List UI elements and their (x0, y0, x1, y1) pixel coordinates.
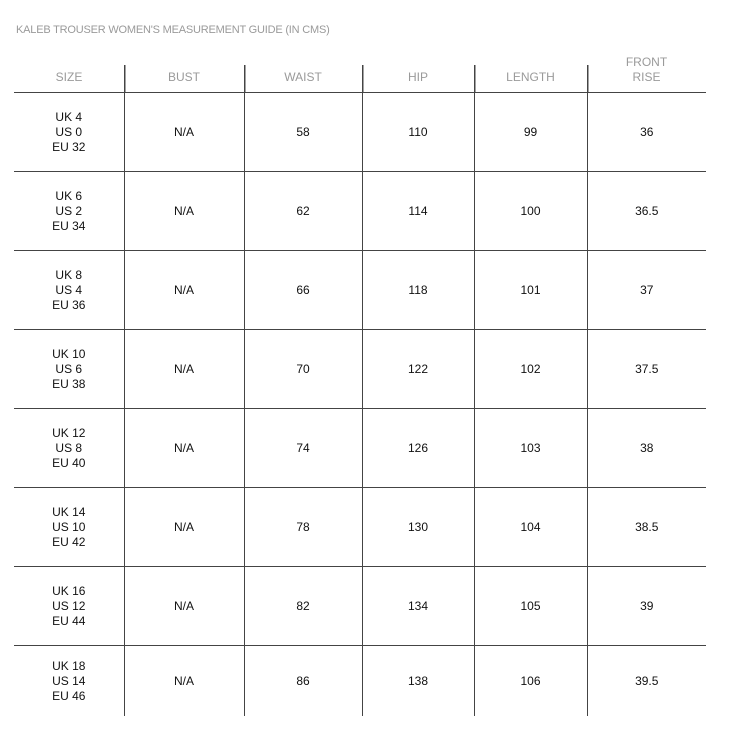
size-label: US 0 (55, 124, 83, 139)
front-rise-cell: 38 (587, 409, 706, 488)
size-cell (14, 172, 124, 251)
waist-cell: 70 (244, 330, 362, 409)
size-label: US 10 (52, 519, 86, 534)
size-label: US 14 (52, 673, 86, 688)
size-label: EU 36 (52, 297, 86, 312)
length-cell: 105 (474, 567, 587, 646)
hip-cell: 130 (362, 488, 474, 567)
hip-cell: 138 (362, 646, 474, 717)
size-label: US 6 (55, 361, 83, 376)
size-label: US 8 (55, 440, 83, 455)
hip-cell: 134 (362, 567, 474, 646)
header-hip (362, 45, 474, 93)
measurement-table (14, 45, 706, 716)
header-bust (124, 45, 244, 93)
waist-cell: 86 (244, 646, 362, 717)
size-label: EU 44 (52, 613, 86, 628)
front-rise-cell: 37 (587, 251, 706, 330)
table-row (14, 488, 706, 567)
size-label: EU 42 (52, 534, 86, 549)
size-cell (14, 567, 124, 646)
size-label: UK 8 (55, 267, 83, 282)
length-cell: 103 (474, 409, 587, 488)
bust-cell: N/A (124, 567, 244, 646)
size-label: UK 14 (52, 504, 86, 519)
size-cell (14, 646, 124, 717)
hip-cell: 126 (362, 409, 474, 488)
hip-cell: 118 (362, 251, 474, 330)
size-label: UK 18 (52, 658, 86, 673)
length-cell: 104 (474, 488, 587, 567)
header-front-rise (587, 45, 706, 93)
size-label: EU 40 (52, 455, 86, 470)
bust-cell: N/A (124, 330, 244, 409)
header-label: SIZE (55, 70, 83, 84)
page-title: KALEB TROUSER WOMEN'S MEASUREMENT GUIDE (IN CMS) (16, 24, 330, 36)
bust-cell: N/A (124, 251, 244, 330)
size-cell (14, 330, 124, 409)
size-label: EU 38 (52, 376, 86, 391)
waist-cell: 58 (244, 93, 362, 172)
front-rise-cell: 37.5 (587, 330, 706, 409)
bust-cell: N/A (124, 172, 244, 251)
size-cell (14, 409, 124, 488)
table-body (14, 93, 706, 717)
header-length (474, 45, 587, 93)
size-label: EU 32 (52, 139, 86, 154)
size-label: UK 10 (52, 346, 86, 361)
waist-cell: 74 (244, 409, 362, 488)
header-label: LENGTH (506, 70, 555, 84)
header-label: BUST (167, 70, 200, 84)
bust-cell: N/A (124, 93, 244, 172)
length-cell: 102 (474, 330, 587, 409)
size-label: US 2 (55, 203, 83, 218)
header-label: FRONT (625, 55, 668, 69)
length-cell: 101 (474, 251, 587, 330)
front-rise-cell: 39 (587, 567, 706, 646)
size-label: UK 4 (55, 109, 83, 124)
hip-cell: 110 (362, 93, 474, 172)
table-row (14, 646, 706, 717)
size-label: UK 12 (52, 425, 86, 440)
length-cell: 100 (474, 172, 587, 251)
size-cell (14, 488, 124, 567)
hip-cell: 122 (362, 330, 474, 409)
table-row (14, 172, 706, 251)
table-row (14, 251, 706, 330)
bust-cell: N/A (124, 646, 244, 717)
size-label: UK 16 (52, 583, 86, 598)
size-label: US 4 (55, 282, 83, 297)
size-label: EU 34 (52, 218, 86, 233)
table-row (14, 330, 706, 409)
table-row (14, 93, 706, 172)
waist-cell: 66 (244, 251, 362, 330)
length-cell: 99 (474, 93, 587, 172)
bust-cell: N/A (124, 409, 244, 488)
front-rise-cell: 36.5 (587, 172, 706, 251)
header-row (14, 45, 706, 93)
front-rise-cell: 39.5 (587, 646, 706, 717)
header-waist (244, 45, 362, 93)
header-size (14, 45, 124, 93)
waist-cell: 82 (244, 567, 362, 646)
table-row (14, 567, 706, 646)
size-label: UK 6 (55, 188, 83, 203)
front-rise-cell: 38.5 (587, 488, 706, 567)
waist-cell: 62 (244, 172, 362, 251)
bust-cell: N/A (124, 488, 244, 567)
header-label: WAIST (284, 70, 322, 84)
header-label: HIP (407, 70, 428, 84)
size-cell (14, 251, 124, 330)
waist-cell: 78 (244, 488, 362, 567)
table-row (14, 409, 706, 488)
size-cell (14, 93, 124, 172)
header-label: RISE (632, 70, 661, 84)
size-label: EU 46 (52, 688, 86, 703)
size-label: US 12 (52, 598, 86, 613)
front-rise-cell: 36 (587, 93, 706, 172)
length-cell: 106 (474, 646, 587, 717)
hip-cell: 114 (362, 172, 474, 251)
